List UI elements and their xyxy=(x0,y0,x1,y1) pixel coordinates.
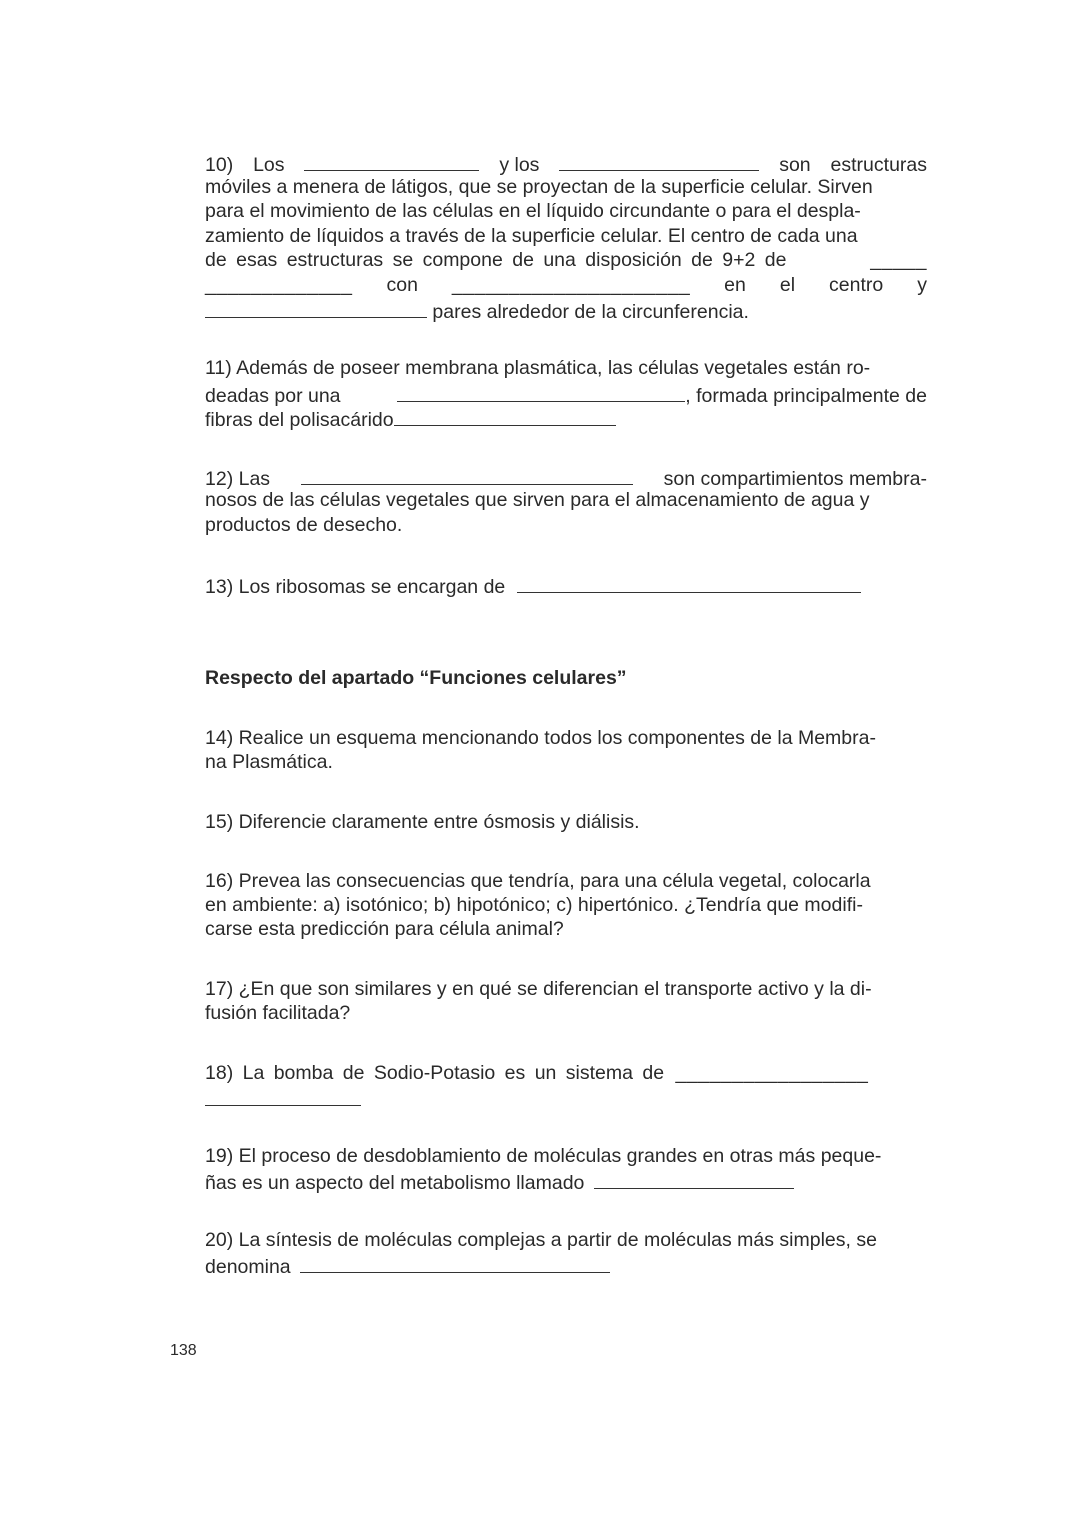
q14-line-2: na Plasmática. xyxy=(205,751,333,773)
q10-dashes: _____________ xyxy=(205,274,353,296)
q18-dashes: _________________ xyxy=(675,1062,869,1084)
q17-line-1: 17) ¿En que son similares y en qué se diferencian el transporte activo y la di- xyxy=(205,978,872,1000)
q11-line-3 xyxy=(205,405,927,430)
q10-text: estructuras xyxy=(830,154,927,176)
q19-text: ñas es un aspecto del metabolismo llamado xyxy=(205,1172,585,1194)
q17-line-2: fusión facilitada? xyxy=(205,1002,351,1024)
page-number: 138 xyxy=(170,1342,197,1359)
q18-text: 18) La bomba de Sodio-Potasio es un sistema de xyxy=(205,1062,665,1084)
q11-text: fibras del polisacárido xyxy=(205,409,394,431)
q12-blank-1 xyxy=(301,464,633,485)
q10-blank-3 xyxy=(205,297,427,318)
q10-text: el xyxy=(779,274,796,296)
q11-blank-1 xyxy=(397,381,685,402)
q11-text: deadas por una xyxy=(205,385,341,407)
q10-blank-2 xyxy=(559,150,759,171)
q18-line-2 xyxy=(205,1085,927,1110)
q14-line-1: 14) Realice un esquema mencionando todos los componentes de la Membra- xyxy=(205,727,876,749)
q19-line-2 xyxy=(205,1168,927,1193)
q13-blank-1 xyxy=(517,572,861,593)
q10-text: pares alrededor de la circunferencia. xyxy=(432,301,749,323)
q10-number: 10) xyxy=(205,154,234,176)
q10-line-6 xyxy=(205,273,927,298)
q12-line-3: productos de desecho. xyxy=(205,514,403,536)
q12-text: son compartimientos membra- xyxy=(663,468,927,490)
q16-line-1: 16) Prevea las consecuencias que tendría, para una célula vegetal, colocarla xyxy=(205,870,871,892)
q10-line-5 xyxy=(205,248,927,273)
q10-line-2: móviles a menera de látigos, que se proyectan de la superficie celular. Sirven xyxy=(205,176,873,198)
q10-line-3: para el movimiento de las células en el líquido circundante o para el despla- xyxy=(205,200,861,222)
q10-text: son xyxy=(779,154,811,176)
q10-text: Los xyxy=(253,154,285,176)
q20-line-1: 20) La síntesis de moléculas complejas a partir de moléculas más simples, se xyxy=(205,1229,877,1251)
q10-line-4: zamiento de líquidos a través de la superficie celular. El centro de cada una xyxy=(205,225,858,247)
q10-line-1 xyxy=(205,150,927,175)
q11-text: , formada principalmente de xyxy=(685,385,927,407)
q20-line-2 xyxy=(205,1252,927,1277)
q16-line-3: carse esta predicción para célula animal? xyxy=(205,918,564,940)
q19-line-1: 19) El proceso de desdoblamiento de moléculas grandes en otras más peque- xyxy=(205,1145,882,1167)
q12-line-1 xyxy=(205,464,927,489)
q18-blank-1 xyxy=(205,1085,361,1106)
q11-blank-2 xyxy=(394,405,616,426)
q10-dashes: _____________________ xyxy=(451,274,691,296)
q19-blank-1 xyxy=(594,1168,794,1189)
q16-line-2: en ambiente: a) isotónico; b) hipotónico; c) hipertónico. ¿Tendría que modifi- xyxy=(205,894,863,916)
q20-text: denomina xyxy=(205,1256,291,1278)
q10-text: y los xyxy=(499,154,540,176)
q20-blank-1 xyxy=(300,1252,610,1273)
q12-text: 12) Las xyxy=(205,468,271,490)
q10-line-7 xyxy=(205,297,927,322)
q10-text: con xyxy=(386,274,418,296)
q15-line-1: 15) Diferencie claramente entre ósmosis y diálisis. xyxy=(205,811,640,833)
q18-line-1 xyxy=(205,1061,927,1086)
q10-dashes: _____ xyxy=(870,249,927,271)
q10-text: y xyxy=(917,274,927,296)
section-heading: Respecto del apartado “Funciones celulares” xyxy=(205,667,627,689)
q13-text: 13) Los ribosomas se encargan de xyxy=(205,576,506,598)
q10-blank-1 xyxy=(304,150,479,171)
q10-text: centro xyxy=(829,274,884,296)
q11-line-1: 11) Además de poseer membrana plasmática, las células vegetales están ro- xyxy=(205,357,871,379)
q11-line-2 xyxy=(205,381,927,406)
q10-text: en xyxy=(724,274,746,296)
q12-line-2: nosos de las células vegetales que sirven para el almacenamiento de agua y xyxy=(205,489,870,511)
q13-line-1 xyxy=(205,572,927,597)
q10-text: de esas estructuras se compone de una disposición de 9+2 de xyxy=(205,249,787,271)
